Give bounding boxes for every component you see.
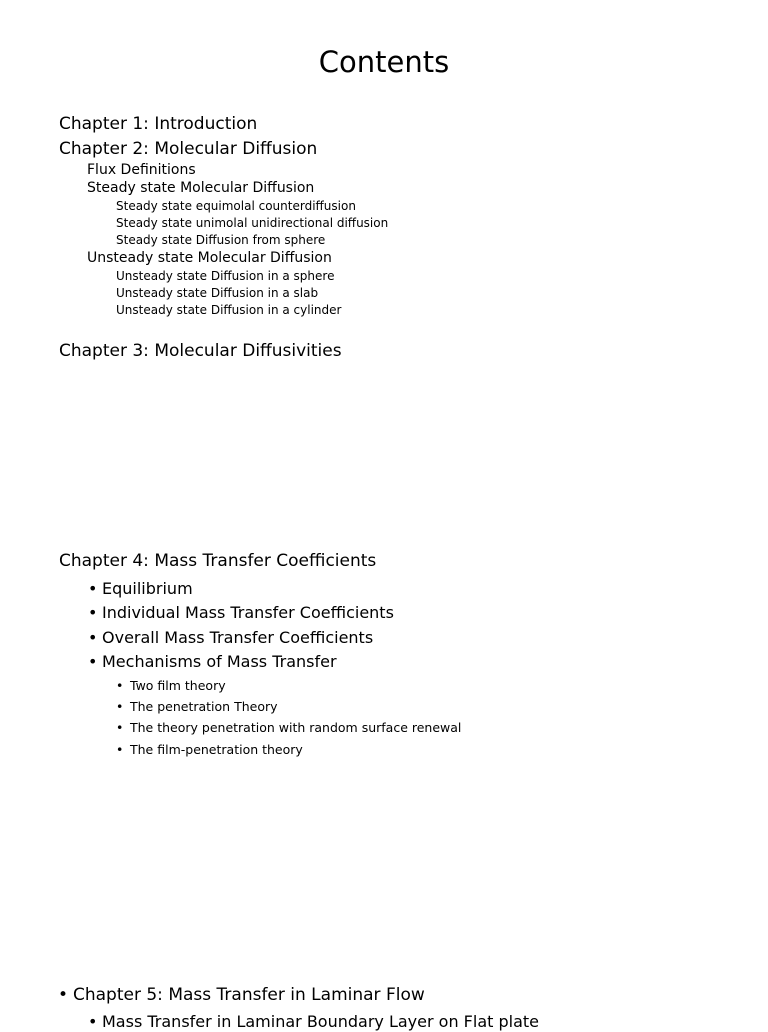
toc-item-label: Mass Transfer in Laminar Boundary Layer on Flat plate [102,1012,540,1031]
toc-steady-equimolal: Steady state equimolal counterdiffusion [116,199,356,213]
toc-unsteady-slab: Unsteady state Diffusion in a slab [116,286,319,300]
toc-ch4-individual-coefficients [88,602,394,623]
toc-steady-sphere: Steady state Diffusion from sphere [116,233,326,247]
toc-ch4-overall-coefficients [88,627,373,648]
page-title: Contents [318,45,450,79]
toc-item-label: The film-penetration theory [130,742,303,757]
bullet-icon: • [88,652,98,671]
toc-chapter-3: Chapter 3: Molecular Diffusivities [59,341,342,361]
toc-steady-unimolal: Steady state unimolal unidirectional diffusion [116,216,389,230]
toc-item-label: The theory penetration with random surface renewal [130,720,462,735]
bullet-icon: • [116,720,124,735]
bullet-icon: • [88,603,98,622]
toc-item-label: Chapter 5: Mass Transfer in Laminar Flow [73,985,425,1005]
toc-ch4-random-renewal [116,719,461,736]
toc-ch5-laminar-boundary [88,1011,539,1032]
bullet-icon: • [116,742,124,757]
toc-ch4-penetration [116,698,278,715]
bullet-icon: • [58,985,69,1005]
toc-item-label: Individual Mass Transfer Coefficients [102,603,394,622]
toc-flux-definitions: Flux Definitions [87,162,196,178]
toc-chapter-1: Chapter 1: Introduction [59,114,258,134]
bullet-icon: • [88,628,98,647]
toc-unsteady-sphere: Unsteady state Diffusion in a sphere [116,269,335,283]
bullet-icon: • [116,678,124,693]
toc-item-label: Overall Mass Transfer Coefficients [102,628,374,647]
toc-chapter-5 [58,984,425,1006]
bullet-icon: • [88,579,98,598]
toc-steady-state-diffusion: Steady state Molecular Diffusion [87,180,315,196]
toc-ch4-two-film [116,677,226,694]
toc-chapter-2: Chapter 2: Molecular Diffusion [59,139,318,159]
toc-unsteady-state-diffusion: Unsteady state Molecular Diffusion [87,250,332,266]
toc-item-label: Equilibrium [102,579,193,598]
toc-ch4-mechanisms [88,651,337,672]
toc-unsteady-cylinder: Unsteady state Diffusion in a cylinder [116,303,342,317]
toc-ch4-equilibrium [88,578,193,599]
toc-item-label: Mechanisms of Mass Transfer [102,652,337,671]
toc-item-label: The penetration Theory [130,699,278,714]
bullet-icon: • [116,699,124,714]
bullet-icon: • [88,1012,98,1031]
toc-item-label: Two film theory [130,678,226,693]
toc-chapter-4: Chapter 4: Mass Transfer Coefficients [59,551,377,571]
toc-ch4-film-penetration [116,741,303,758]
